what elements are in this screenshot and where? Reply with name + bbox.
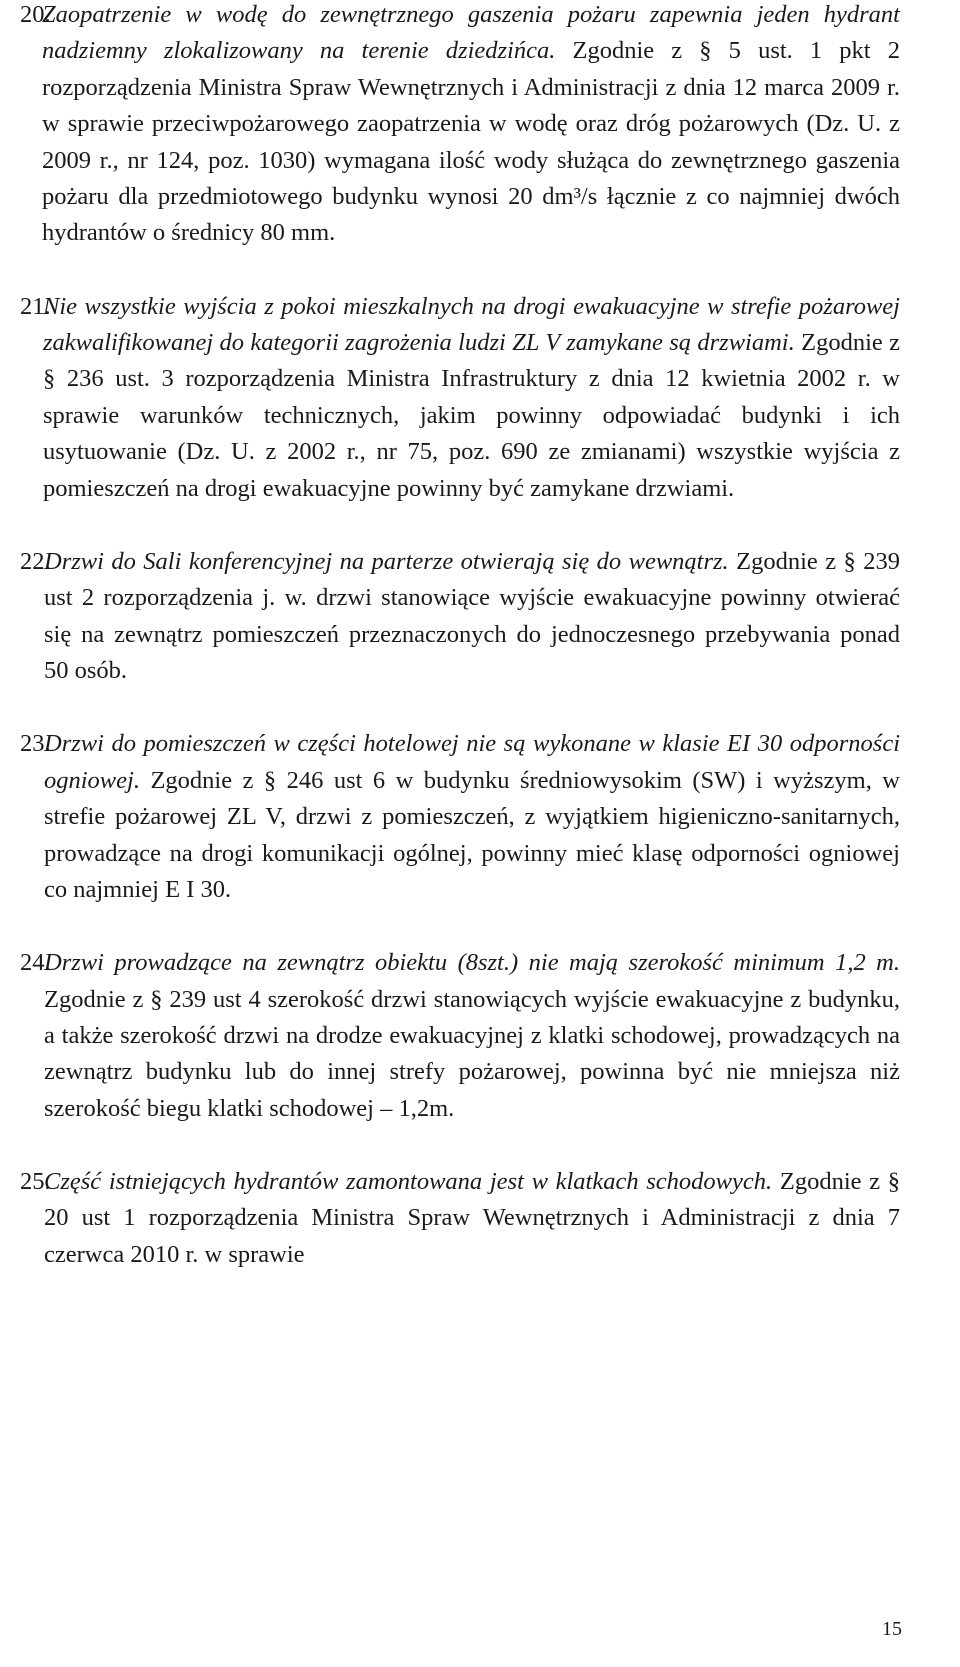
item-text [44,544,900,690]
regulation-text: Zgodnie z § 5 ust. 1 pkt 2 rozporządzenia Ministra Spraw Wewnętrznych i Administracji z dnia 12 marca 2009 r. w sprawie przeciwpożarowego zaopatrzenia w wodę oraz dróg pożarowych (Dz. U. z 2009 r., nr 124, poz. 1030) wymagana ilość wody służąca do zewnętrznego gaszenia pożaru dla przedmiotowego budynku wynosi 20 dm³/s łącznie z co najmniej dwóch hydrantów o średnicy 80 mm. [42,37,901,247]
item-text [44,945,900,1127]
item-number: 21. [20,292,51,320]
item-text [44,1164,900,1273]
regulation-text: Zgodnie z § 239 ust 4 szerokość drzwi stanowiących wyjście ewakuacyjne z budynku, a także szerokość drzwi na drodze ewakuacyjnej z klatki schodowej, prowadzących na zewnątrz budynku lub do innej strefy pożarowej, powinna być nie mniejsza niż szerokość biegu klatki schodowej – 1,2m. [44,985,900,1122]
item-number: 25. [20,1167,51,1195]
regulation-text: Zgodnie z § 246 ust 6 w budynku średniowysokim (SW) i wyższym, w strefie pożarowej ZL V, drzwi z pomieszczeń, z wyjątkiem higieniczno-sanitarnych, prowadzące na drogi komunikacji ogólnej, powinny mieć klasę odporności ogniowej co najmniej E I 30. [44,766,901,903]
regulation-text: Zgodnie z § 239 ust 2 rozporządzenia j. w. drzwi stanowiące wyjście ewakuacyjne powinny otwierać się na zewnątrz pomieszczeń przeznaczonych do jednoczesnego przebywania ponad 50 osób. [44,547,900,685]
item-number: 24. [20,949,51,977]
item-text [42,0,900,252]
item-number: 22. [20,547,51,575]
list-item [20,945,900,1127]
finding-text: Drzwi prowadzące na zewnątrz obiektu (8szt.) nie mają szerokość minimum 1,2 m. [44,949,900,977]
list-item [20,0,900,252]
regulation-text: Zgodnie z § 236 ust. 3 rozporządzenia Ministra Infrastruktury z dnia 12 kwietnia 2002 r. w sprawie warunków technicznych, jakim powinny odpowiadać budynki i ich usytuowanie (Dz. U. z 2002 r., nr 75, poz. 690 ze zmianami) wszystkie wyjścia z pomieszczeń na drogi ewakuacyjne powinny być zamykane drzwiami. [43,329,900,502]
page-number: 15 [882,1618,902,1640]
list-item [20,544,900,690]
finding-text: Nie wszystkie wyjścia z pokoi mieszkalnych na drogi ewakuacyjne w strefie pożarowej zakwalifikowanej do kategorii zagrożenia ludzi ZL V zamykane są drzwiami. [43,292,900,357]
item-text [43,289,900,507]
finding-text: Zaopatrzenie w wodę do zewnętrznego gaszenia pożaru zapewnia jeden hydrant nadziemny zlokalizowany na terenie dziedzińca. [42,1,900,65]
list-item [20,1164,900,1273]
regulation-text: Zgodnie z § 20 ust 1 rozporządzenia Ministra Spraw Wewnętrznych i Administracji z dnia 7 czerwca 2010 r. w sprawie [44,1167,901,1268]
item-number: 20. [20,1,51,28]
list-item [20,289,900,507]
finding-text: Drzwi do pomieszczeń w części hotelowej nie są wykonane w klasie EI 30 odporności ogniowej. [44,730,900,794]
finding-text: Część istniejących hydrantów zamontowana jest w klatkach schodowych. [44,1167,773,1195]
findings-list [20,0,900,1310]
finding-text: Drzwi do Sali konferencyjnej na parterze otwierają się do wewnątrz. [44,547,729,575]
list-item [20,726,900,908]
item-number: 23. [20,730,51,758]
item-text [44,726,900,908]
